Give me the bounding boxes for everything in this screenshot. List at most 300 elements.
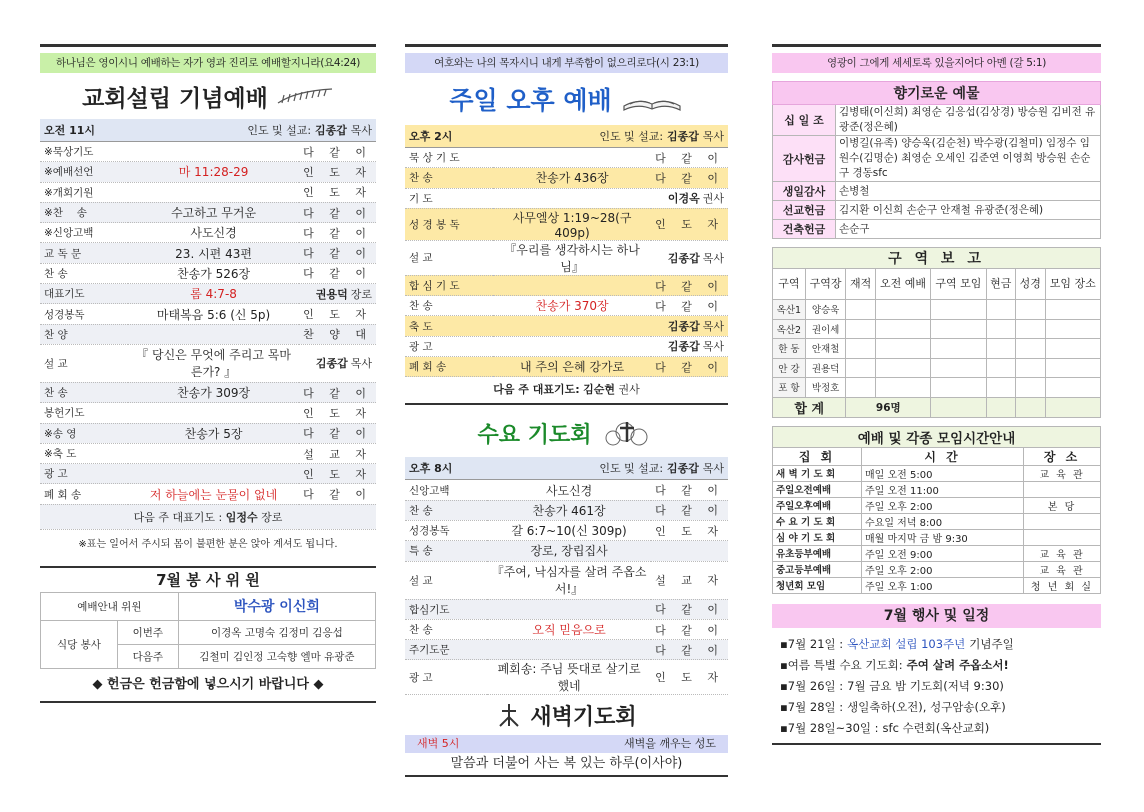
service-item: 폐 회 송 xyxy=(405,357,493,377)
event-date: ▪7월 26일 : xyxy=(780,678,844,693)
service-item: ※묵상기도 xyxy=(40,142,128,162)
schedule-row xyxy=(773,465,1101,481)
district-header-cell: 구역 모임 xyxy=(931,269,986,300)
service-row xyxy=(40,142,376,162)
service-row xyxy=(40,484,376,504)
district-cell xyxy=(1016,300,1046,320)
service-role xyxy=(299,304,376,324)
service-content: 마태복음 5:6 (신 5p) xyxy=(128,304,299,324)
schedule-place: 교 육 관 xyxy=(1024,545,1101,561)
service-content xyxy=(128,324,299,344)
service-content xyxy=(128,464,299,484)
district-name: 안 강 xyxy=(773,358,806,378)
service-row xyxy=(405,640,728,660)
district-header-cell: 오전 예배 xyxy=(875,269,930,300)
service-row xyxy=(40,263,376,283)
service-role xyxy=(299,443,376,463)
service-item: 봉헌기도 xyxy=(40,403,128,423)
service-row xyxy=(405,480,728,500)
total-empty xyxy=(986,397,1016,417)
next-week-names: 김철미 김인정 고숙향 엘마 유광준 xyxy=(178,644,375,668)
service-role xyxy=(651,480,728,500)
offering-names: 김병태(이신희) 최영순 김응섭(김상경) 방승원 김비전 유광준(정은혜) xyxy=(836,105,1101,136)
schedule-place xyxy=(1024,481,1101,497)
events-list xyxy=(772,634,1101,739)
district-header-cell: 구역장 xyxy=(805,269,846,300)
next-prayer-label: 다음 주 대표기도: xyxy=(493,383,580,397)
district-cell xyxy=(1016,339,1046,359)
service-item: 광 고 xyxy=(405,660,487,695)
role-name: 인 도 자 xyxy=(303,467,372,481)
event-item xyxy=(772,697,1101,718)
event-text: 생일축하(오전), 성구암송(오후) xyxy=(847,699,1006,714)
usher-names: 박수광 이신희 xyxy=(178,592,375,620)
service-content: 찬송가 461장 xyxy=(487,500,651,520)
wednesday-title xyxy=(405,409,728,457)
service-item: 찬 송 xyxy=(405,168,493,188)
district-cell xyxy=(986,319,1016,339)
role-suffix: 목사 xyxy=(702,340,724,354)
role-name: 다 같 이 xyxy=(655,603,724,617)
service-item: 대표기도 xyxy=(40,284,128,304)
service-content: 내 주의 은혜 강가로 xyxy=(493,357,651,377)
schedule-row xyxy=(773,577,1101,593)
district-cell xyxy=(931,300,986,320)
service-item: 신앙고백 xyxy=(405,480,487,500)
title-text: 주일 오후 예배 xyxy=(449,86,612,115)
district-row xyxy=(773,358,1101,378)
service-content: 오직 믿음으로 xyxy=(487,619,651,639)
district-cell xyxy=(875,319,930,339)
schedule-place: 교 육 관 xyxy=(1024,561,1101,577)
district-cell xyxy=(986,300,1016,320)
title-text: 교회설립 기념예배 xyxy=(82,85,268,112)
district-name: 옥산2 xyxy=(773,319,806,339)
offering-title: 향기로운 예물 xyxy=(773,82,1101,105)
service-role xyxy=(651,640,728,660)
role-name: 다 같 이 xyxy=(655,484,724,498)
service-role xyxy=(651,240,728,275)
service-item: ※신앙고백 xyxy=(40,223,128,243)
service-role xyxy=(299,263,376,283)
service-row xyxy=(405,316,728,336)
service-role xyxy=(299,182,376,202)
district-cell xyxy=(875,339,930,359)
service-row xyxy=(40,182,376,202)
service-item: 성경봉독 xyxy=(405,520,487,540)
schedule-time: 주일 오전 9:00 xyxy=(862,545,1024,561)
service-item: 설 교 xyxy=(405,240,493,275)
service-content xyxy=(487,599,651,619)
service-role xyxy=(651,561,728,599)
schedule-name: 수 요 기 도 회 xyxy=(773,513,862,529)
role-name: 설 교 자 xyxy=(655,574,724,588)
schedule-row xyxy=(773,497,1101,513)
service-role xyxy=(651,619,728,639)
service-item: 찬 송 xyxy=(40,263,128,283)
leader-name: 김종갑 xyxy=(667,462,699,476)
top-rule xyxy=(772,44,1101,47)
district-header-cell: 구역 xyxy=(773,269,806,300)
role-name: 다 같 이 xyxy=(303,226,372,240)
role-name: 김종갑 xyxy=(667,320,700,334)
service-content: 마 11:28-29 xyxy=(128,162,299,182)
offering-row xyxy=(773,136,1101,182)
schedule-name: 중고등부예배 xyxy=(773,561,862,577)
service-content xyxy=(128,142,299,162)
service-item: 설 교 xyxy=(405,561,487,599)
next-prayer-row xyxy=(40,504,376,529)
role-suffix: 장로 xyxy=(350,287,372,301)
district-cell xyxy=(846,358,876,378)
standing-note: ※표는 일어서 주시되 몸이 불편한 분은 앉아 계셔도 됩니다. xyxy=(78,538,338,550)
service-content xyxy=(493,188,651,208)
schedule-header-row xyxy=(773,447,1101,465)
page-title xyxy=(405,73,728,125)
service-order-table xyxy=(40,119,376,530)
role-suffix: 목사 xyxy=(702,320,724,334)
service-content: 찬송가 370장 xyxy=(493,296,651,316)
bottom-rule xyxy=(40,701,376,703)
schedule-name: 주일오후예배 xyxy=(773,497,862,513)
next-prayer-name: 김순현 xyxy=(583,383,616,397)
district-cell xyxy=(1045,358,1100,378)
district-cell xyxy=(986,378,1016,398)
role-name: 권용덕 xyxy=(315,287,348,301)
column-worship-anniversary xyxy=(40,44,376,703)
bible-icon xyxy=(620,84,684,114)
service-row xyxy=(40,443,376,463)
cross-icon xyxy=(496,702,522,728)
volunteer-table xyxy=(40,592,376,669)
service-content xyxy=(493,275,651,295)
usher-row xyxy=(41,592,376,620)
district-leader: 권용덕 xyxy=(805,358,846,378)
schedule-time: 매일 오전 5:00 xyxy=(862,465,1024,481)
district-cell xyxy=(1045,339,1100,359)
service-content: 『 당신은 무엇에 주리고 목마른가? 』 xyxy=(128,344,299,382)
schedule-row xyxy=(773,561,1101,577)
offering-table xyxy=(772,81,1101,239)
service-content: 찬송가 5장 xyxy=(128,423,299,443)
service-item: 찬 송 xyxy=(40,382,128,402)
service-content: 찬송가 309장 xyxy=(128,382,299,402)
event-text: sfc 수련회(옥산교회) xyxy=(882,720,990,735)
service-role xyxy=(651,336,728,356)
service-row xyxy=(405,208,728,240)
service-content: 『주여, 낙심자를 살려 주옵소서!』 xyxy=(487,561,651,599)
schedule-row xyxy=(773,513,1101,529)
district-cell xyxy=(931,358,986,378)
district-name: 포 항 xyxy=(773,378,806,398)
district-leader: 권이세 xyxy=(805,319,846,339)
service-row xyxy=(40,202,376,222)
schedule-time: 주일 오후 1:00 xyxy=(862,577,1024,593)
district-title-row xyxy=(773,248,1101,269)
next-prayer-suffix: 장로 xyxy=(261,510,283,524)
service-role xyxy=(651,599,728,619)
service-row xyxy=(405,168,728,188)
choir-icon xyxy=(276,85,334,107)
service-item: ※찬 송 xyxy=(40,202,128,222)
service-row xyxy=(40,304,376,324)
role-name: 인 도 자 xyxy=(303,186,372,200)
schedule-header-cell: 장 소 xyxy=(1024,447,1101,465)
next-prayer-suffix: 권사 xyxy=(618,383,640,397)
service-content: 찬송가 436장 xyxy=(493,168,651,188)
dawn-title-text: 새벽기도회 xyxy=(530,704,637,730)
service-row xyxy=(40,223,376,243)
offering-row xyxy=(773,105,1101,136)
service-content: 수고하고 무거운 xyxy=(128,202,299,222)
service-time: 오후 2시 xyxy=(405,125,493,148)
district-cell xyxy=(986,358,1016,378)
leader-cell xyxy=(128,119,376,142)
schedule-name: 청년회 모임 xyxy=(773,577,862,593)
total-empty xyxy=(1016,397,1046,417)
district-header-cell: 현금 xyxy=(986,269,1016,300)
service-row xyxy=(40,344,376,382)
service-item: ※개회기원 xyxy=(40,182,128,202)
district-title: 구 역 보 고 xyxy=(773,248,1101,269)
service-row xyxy=(405,660,728,695)
role-name: 인 도 자 xyxy=(303,308,372,322)
role-name: 다 같 이 xyxy=(303,386,372,400)
leader-label: 인도 및 설교: xyxy=(599,130,664,143)
service-role xyxy=(651,188,728,208)
role-name: 다 같 이 xyxy=(303,206,372,220)
service-content: 23. 시편 43편 xyxy=(128,243,299,263)
service-row xyxy=(40,284,376,304)
volunteer-title: 7월 봉 사 위 원 xyxy=(156,570,260,589)
service-role xyxy=(651,296,728,316)
service-item: ※예배선언 xyxy=(40,162,128,182)
offering-note-text: ◆ 헌금은 헌금함에 넣으시기 바랍니다 ◆ xyxy=(92,676,324,692)
schedule-title-row xyxy=(773,426,1101,447)
service-item: 묵 상 기 도 xyxy=(405,148,493,168)
offering-label: 생일감사 xyxy=(773,182,836,201)
verse-banner: 여호와는 나의 목자시니 내게 부족함이 없으리로다(시 23:1) xyxy=(405,53,728,73)
district-cell xyxy=(1016,358,1046,378)
service-row xyxy=(405,336,728,356)
district-name: 옥산1 xyxy=(773,300,806,320)
district-cell xyxy=(846,378,876,398)
service-row xyxy=(40,162,376,182)
top-rule xyxy=(40,44,376,47)
event-text: 옥산교회 설립 103주년 xyxy=(847,636,966,651)
next-prayer-name: 임정수 xyxy=(225,510,258,524)
offering-title-row xyxy=(773,82,1101,105)
service-row xyxy=(405,561,728,599)
district-row xyxy=(773,300,1101,320)
this-week-label: 이번주 xyxy=(118,620,179,644)
role-name: 다 같 이 xyxy=(303,267,372,281)
event-text-suffix: 기념주일 xyxy=(969,636,1014,651)
schedule-name: 주일오전예배 xyxy=(773,481,862,497)
service-role xyxy=(651,660,728,695)
district-cell xyxy=(931,339,986,359)
meal-label: 식당 봉사 xyxy=(41,620,118,668)
service-role xyxy=(299,202,376,222)
wednesday-time: 오후 8시 xyxy=(405,457,487,480)
service-role xyxy=(299,223,376,243)
service-role xyxy=(299,243,376,263)
district-cell xyxy=(875,378,930,398)
service-item: 찬 송 xyxy=(405,619,487,639)
service-content: 롬 4:7-8 xyxy=(128,284,299,304)
service-item: 교 독 문 xyxy=(40,243,128,263)
role-name: 다 같 이 xyxy=(655,299,724,313)
next-prayer-row xyxy=(405,377,728,405)
service-content xyxy=(493,316,651,336)
service-role xyxy=(299,344,376,382)
service-role xyxy=(299,464,376,484)
leader-cell xyxy=(493,125,728,148)
role-suffix: 목사 xyxy=(702,251,724,265)
service-time: 오전 11시 xyxy=(40,119,128,142)
district-row xyxy=(773,378,1101,398)
role-name: 김종갑 xyxy=(667,340,700,354)
role-name: 설 교 자 xyxy=(303,447,372,461)
event-item xyxy=(772,655,1101,676)
offering-row xyxy=(773,220,1101,239)
service-row xyxy=(405,188,728,208)
service-content xyxy=(128,182,299,202)
next-week-label: 다음주 xyxy=(118,644,179,668)
dawn-bar xyxy=(405,735,728,753)
service-item: 기 도 xyxy=(405,188,493,208)
this-week-names: 이경옥 고명숙 김정미 김응섭 xyxy=(178,620,375,644)
service-row xyxy=(405,520,728,540)
service-role xyxy=(299,423,376,443)
service-row xyxy=(405,240,728,275)
service-row xyxy=(405,148,728,168)
event-date: ▪7월 28일~30일 : xyxy=(780,720,879,735)
schedule-row xyxy=(773,545,1101,561)
offering-row xyxy=(773,182,1101,201)
role-name: 다 같 이 xyxy=(655,279,724,293)
service-role xyxy=(299,284,376,304)
event-item xyxy=(772,634,1101,655)
usher-label: 예배안내 위원 xyxy=(41,592,179,620)
wednesday-header-row xyxy=(405,457,728,480)
district-cell xyxy=(846,300,876,320)
service-content: 사도신경 xyxy=(487,480,651,500)
role-suffix: 권사 xyxy=(702,192,724,206)
service-header-row xyxy=(405,125,728,148)
service-content: 저 하늘에는 눈물이 없네 xyxy=(128,484,299,504)
service-item: 폐 회 송 xyxy=(40,484,128,504)
offering-label: 건축헌금 xyxy=(773,220,836,239)
role-name: 다 같 이 xyxy=(655,151,724,165)
service-row xyxy=(40,464,376,484)
cross-cloud-icon xyxy=(599,418,655,448)
service-role xyxy=(651,357,728,377)
event-date: ▪여름 특별 수요 기도회: xyxy=(780,657,903,672)
service-content xyxy=(493,148,651,168)
district-cell xyxy=(931,378,986,398)
leader-label: 인도 및 설교: xyxy=(599,462,664,476)
event-text: 주여 살려 주옵소서! xyxy=(906,657,1009,672)
schedule-table xyxy=(772,426,1101,594)
service-content: 폐회송: 주님 뜻대로 살기로 했네 xyxy=(487,660,651,695)
afternoon-service-table xyxy=(405,125,728,377)
wednesday-service-table xyxy=(405,457,728,695)
schedule-header-cell: 집 회 xyxy=(773,447,862,465)
role-name: 다 같 이 xyxy=(655,504,724,518)
wednesday-title-text: 수요 기도회 xyxy=(477,422,592,448)
event-item xyxy=(772,676,1101,697)
district-cell xyxy=(1016,319,1046,339)
service-item: 찬 송 xyxy=(405,500,487,520)
district-cell xyxy=(846,339,876,359)
district-row xyxy=(773,319,1101,339)
service-row xyxy=(40,382,376,402)
schedule-name: 심 야 기 도 회 xyxy=(773,529,862,545)
event-item xyxy=(772,718,1101,739)
service-item: 합 심 기 도 xyxy=(405,275,493,295)
service-content: 『우리를 생각하시는 하나님』 xyxy=(493,240,651,275)
service-role xyxy=(299,324,376,344)
service-role xyxy=(299,382,376,402)
district-leader: 박정호 xyxy=(805,378,846,398)
district-header-cell: 재적 xyxy=(846,269,876,300)
service-item: 주기도문 xyxy=(405,640,487,660)
service-row xyxy=(405,500,728,520)
service-row xyxy=(405,619,728,639)
role-name: 인 도 자 xyxy=(655,524,724,538)
service-content: 사도신경 xyxy=(128,223,299,243)
service-role xyxy=(651,316,728,336)
service-role xyxy=(651,541,728,561)
schedule-row xyxy=(773,481,1101,497)
offering-note xyxy=(40,669,376,701)
schedule-header-cell: 시 간 xyxy=(862,447,1024,465)
service-content: 갈 6:7~10(신 309p) xyxy=(487,520,651,540)
schedule-place: 청 년 회 실 xyxy=(1024,577,1101,593)
service-role xyxy=(299,484,376,504)
bottom-rule xyxy=(772,743,1101,745)
schedule-title: 예배 및 각종 모임시간안내 xyxy=(773,426,1101,447)
dawn-motto: 말씀과 더불어 사는 복 있는 하루(이사야) xyxy=(450,756,683,772)
role-name: 인 도 자 xyxy=(655,218,724,232)
district-cell xyxy=(875,300,930,320)
role-name: 다 같 이 xyxy=(655,171,724,185)
service-item: 성 경 봉 독 xyxy=(405,208,493,240)
event-text: 7월 금요 밤 기도회(저녁 9:30) xyxy=(847,678,1004,693)
district-row xyxy=(773,339,1101,359)
service-item: ※송 영 xyxy=(40,423,128,443)
service-content: 장로, 장립집사 xyxy=(487,541,651,561)
service-row xyxy=(405,599,728,619)
schedule-name: 새 벽 기 도 회 xyxy=(773,465,862,481)
schedule-place: 교 육 관 xyxy=(1024,465,1101,481)
role-name: 다 같 이 xyxy=(655,643,724,657)
service-content: 찬송가 526장 xyxy=(128,263,299,283)
verse-banner: 하나님은 영이시니 예배하는 자가 영과 진리로 예배할지니라(요4:24) xyxy=(40,53,376,73)
role-name: 김종갑 xyxy=(315,357,348,371)
district-leader: 안재철 xyxy=(805,339,846,359)
schedule-time: 매월 마지막 금 밤 9:30 xyxy=(862,529,1024,545)
service-role xyxy=(651,148,728,168)
service-item: 특 송 xyxy=(405,541,487,561)
service-item: 찬 송 xyxy=(405,296,493,316)
service-role xyxy=(651,275,728,295)
dawn-time: 새벽 5시 xyxy=(417,737,460,751)
district-total-row xyxy=(773,397,1101,417)
schedule-time: 주일 오후 2:00 xyxy=(862,497,1024,513)
service-content xyxy=(487,640,651,660)
